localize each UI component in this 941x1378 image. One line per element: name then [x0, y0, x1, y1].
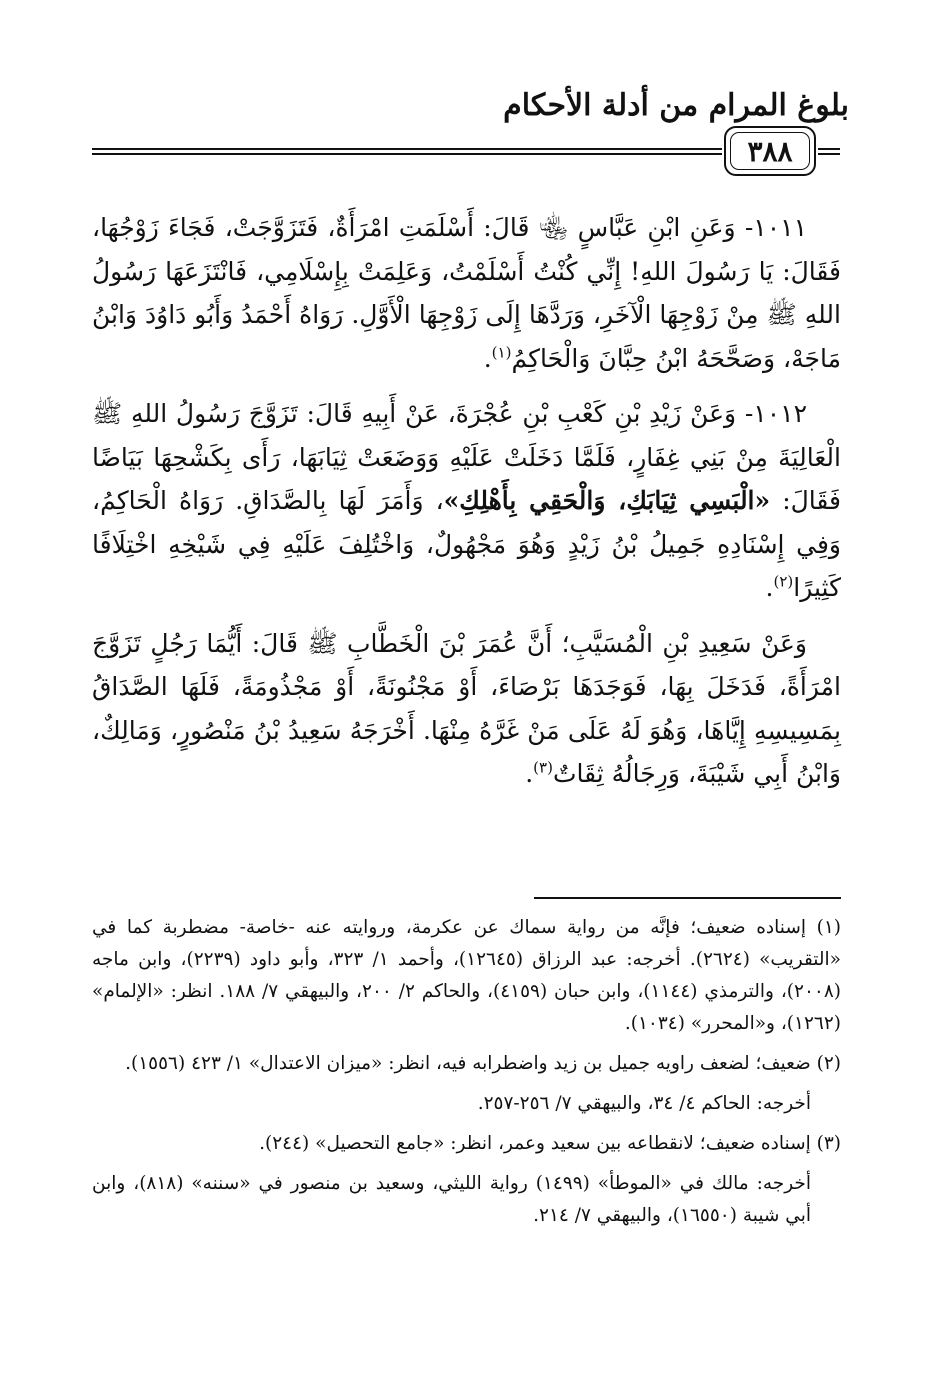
- main-text: [92, 206, 841, 808]
- footnote-ref: (٣): [533, 758, 553, 777]
- header-rule-stub: [818, 148, 840, 155]
- athar-text: وَعَنْ سَعِيدِ بْنِ الْمُسَيَّبِ؛ أَنَّ عُمَرَ بْنَ الْخَطَّابِ ﷺ قَالَ: أَيُّمَا رَجُلٍ تَزَوَّجَ امْرَأَةً، فَدَخَلَ بِهَا، فَوَجَدَهَا بَرْصَاءَ، أَوْ مَجْنُونَةً، أَوْ مَجْذُومَةً، فَلَهَا الصَّدَاقُ بِمَسِيسِهِ إِيَّاهَا، وَهُوَ لَهُ عَلَى مَنْ غَرَّهُ مِنْهَا. أَخْرَجَهُ سَعِيدُ بْنُ مَنْصُورٍ، وَمَالِكٌ، وَابْنُ أَبِي شَيْبَةَ، وَرِجَالُهُ ثِقَاتٌ: [92, 628, 841, 788]
- footnote-marker: (١): [816, 917, 842, 938]
- header-double-rule: [92, 148, 722, 155]
- footnote-marker: (٣): [816, 1133, 841, 1154]
- hadith-text: - وَعَنِ ابْنِ عَبَّاسٍ ﵄ قَالَ: أَسْلَمَتِ امْرَأَةٌ، فَتَزَوَّجَتْ، فَجَاءَ زَوْجُهَا، فَقَالَ: يَا رَسُولَ اللهِ! إِنِّي كُنْتُ أَسْلَمْتُ، وَعَلِمَتْ بِإِسْلَامِي، فَانْتَزَعَهَا رَسُولُ اللهِ ﷺ مِنْ زَوْجِهَا الْآخَرِ، وَرَدَّهَا إِلَى زَوْجِهَا الْأَوَّلِ. رَوَاهُ أَحْمَدُ وَأَبُو دَاوُدَ وَابْنُ مَاجَهْ، وَصَحَّحَهُ ابْنُ حِبَّانَ وَالْحَاكِمُ: [92, 213, 841, 373]
- footnote-marker: (٢): [816, 1053, 841, 1074]
- footnote-text: ضعيف؛ لضعف راويه جميل بن زيد واضطرابه فيه، انظر: «ميزان الاعتدال» ١/ ٤٢٣ (١٥٥٦).: [125, 1053, 811, 1074]
- footnote-text: إسناده ضعيف؛ لانقطاعه بين سعيد وعمر، انظر: «جامع التحصيل» (٢٤٤).: [259, 1133, 811, 1154]
- footnote-separator: [534, 897, 841, 899]
- athar-umar: [92, 622, 841, 796]
- footnote-3: [92, 1128, 841, 1160]
- footnotes: [92, 912, 841, 1240]
- hadith-end: .: [765, 573, 774, 602]
- running-title: بلوغ المرام من أدلة الأحكام: [503, 88, 849, 123]
- footnote-2-continuation: أخرجه: الحاكم ٤/ ٣٤، والبيهقي ٧/ ٢٥٦-٢٥٧.: [477, 1093, 811, 1114]
- page-number: ٣٨٨: [747, 134, 793, 168]
- footnote-text: إسناده ضعيف؛ فإنَّه من رواية سماك عن عكرمة، وروايته عنه -خاصة- مضطربة كما في «التقريب» (٢٦٢٤). أخرجه: عبد الرزاق (١٢٦٤٥)، وأحمد ١/ ٣٢٣، وأبو داود (٢٢٣٩)، وابن ماجه (٢٠٠٨)، والترمذي (١١٤٤)، وابن حبان (٤١٥٩)، والحاكم ٢/ ٢٠٠، والبيهقي ٧/ ١٨٨. انظر: «الإلمام» (١٢٦٢)، و«المحرر» (١٠٣٤).: [92, 917, 841, 1034]
- hadith-text: - وَعَنْ زَيْدِ بْنِ كَعْبِ بْنِ عُجْرَةَ، عَنْ أَبِيهِ قَالَ: تَزَوَّجَ رَسُولُ اللهِ ﷺ الْعَالِيَةَ مِنْ بَنِي غِفَارٍ، فَلَمَّا دَخَلَتْ عَلَيْهِ وَوَضَعَتْ ثِيَابَهَا، رَأَى بِكَشْحِهَا بَيَاضًا فَقَالَ:: [92, 399, 841, 515]
- footnote-1: [92, 912, 841, 1040]
- hadith-end: .: [483, 343, 492, 373]
- footnote-2: [92, 1048, 841, 1080]
- footnote-3-continuation: أخرجه: مالك في «الموطأ» (١٤٩٩) رواية الليثي، وسعيد بن منصور في «سننه» (٨١٨)، وابن أبي شيبة (١٦٥٥٠)، والبيهقي ٧/ ٢١٤.: [92, 1173, 811, 1226]
- footnote-ref: (١): [491, 343, 512, 362]
- hadith-number: ١٠١١: [753, 213, 807, 242]
- page-number-frame: [730, 132, 810, 170]
- hadith-text-cont: ، وَأَمَرَ لَهَا بِالصَّدَاقِ. رَوَاهُ الْحَاكِمُ، وَفِي إِسْنَادِهِ جَمِيلُ بْنُ زَيْدٍ وَهُوَ مَجْهُولٌ، وَاخْتُلِفَ عَلَيْهِ فِي شَيْخِهِ اخْتِلَافًا كَثِيرًا: [92, 486, 841, 602]
- page-number-box: [724, 126, 816, 176]
- hadith-number: ١٠١٢: [753, 399, 807, 428]
- prophetic-quote: «الْبَسِي ثِيَابَكِ، وَالْحَقِي بِأَهْلِكِ»: [443, 486, 771, 515]
- hadith-1012: [92, 392, 841, 610]
- footnote-ref: (٢): [773, 572, 794, 591]
- hadith-1011: [92, 206, 841, 380]
- athar-end: .: [525, 759, 534, 788]
